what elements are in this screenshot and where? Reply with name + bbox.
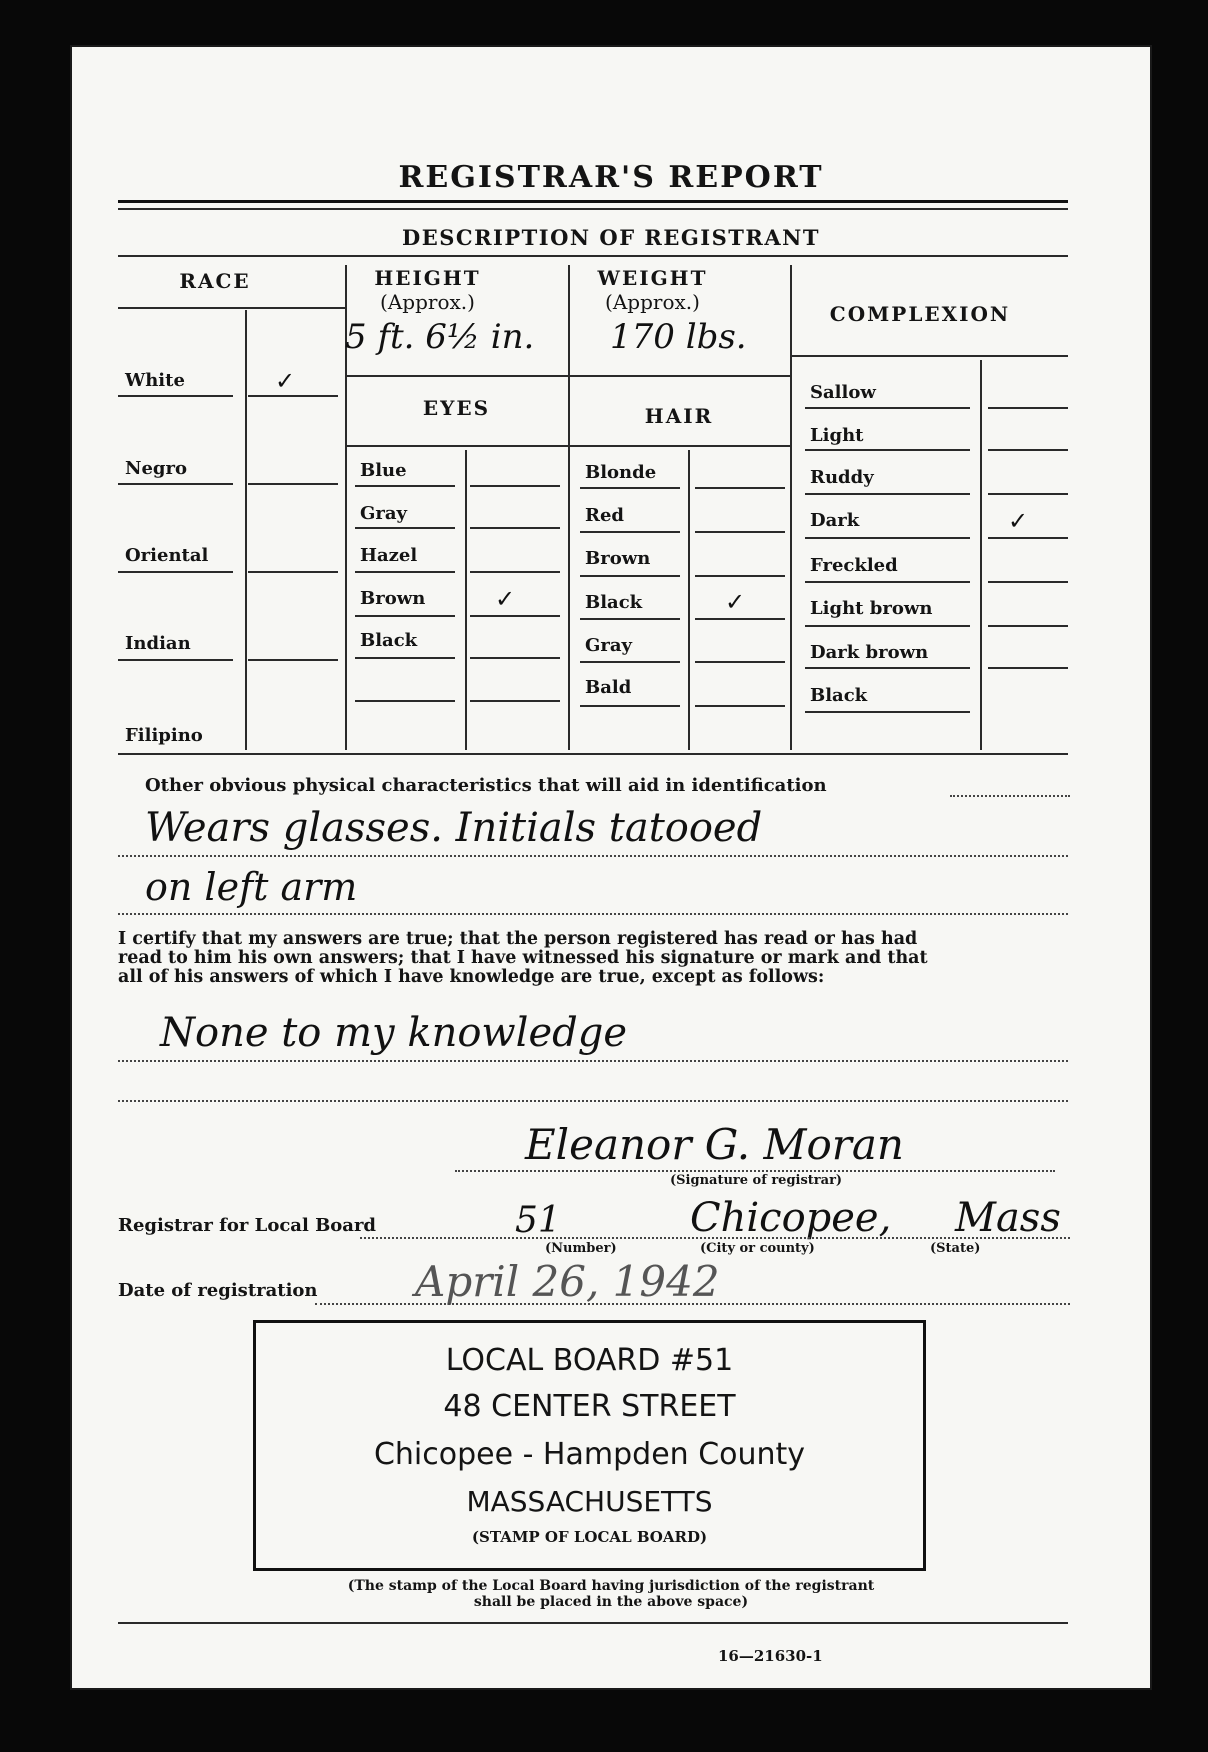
local-board-stamp: [253, 1320, 926, 1571]
weight-header: WEIGHT: [597, 266, 708, 290]
race-oriental-label: Oriental: [125, 545, 209, 566]
eyes-black-label: Black: [360, 630, 418, 651]
eyes-brown-check: ✓: [495, 585, 516, 613]
date-of-registration-label: Date of registration: [118, 1280, 318, 1301]
complexion-sallow-label: Sallow: [810, 382, 876, 403]
subtitle-rule: [118, 255, 1068, 257]
race-negro-label: Negro: [125, 458, 187, 479]
race-indian-label: Indian: [125, 633, 191, 654]
characteristics-line2: on left arm: [145, 865, 358, 909]
race-check-divider: [245, 310, 247, 750]
title-rule-2: [118, 208, 1068, 210]
city-caption: (City or county): [700, 1241, 815, 1256]
height-sub-header: (Approx.): [380, 290, 475, 314]
race-white-label: White: [125, 370, 185, 391]
complexion-header: COMPLEXION: [829, 302, 1011, 326]
complexion-check-divider: [980, 360, 982, 750]
footer-rule: [118, 1622, 1068, 1624]
race-header: RACE: [179, 269, 251, 293]
registration-date-value: April 26, 1942: [415, 1257, 720, 1306]
hair-bald-label: Bald: [585, 677, 632, 698]
complexion-dark-check: ✓: [1008, 507, 1029, 535]
hair-brown-label: Brown: [585, 548, 651, 569]
board-number-value: 51: [515, 1200, 561, 1241]
hair-check-divider: [688, 450, 690, 750]
stamp-line3: Chicopee - Hampden County: [373, 1437, 806, 1472]
complexion-ruddy-label: Ruddy: [810, 467, 874, 488]
hair-black-label: Black: [585, 592, 643, 613]
race-filipino-label: Filipino: [125, 725, 203, 746]
weight-sub-header: (Approx.): [605, 290, 700, 314]
hair-black-check: ✓: [725, 588, 746, 616]
eyes-gray-label: Gray: [360, 503, 407, 524]
eyes-brown-label: Brown: [360, 588, 426, 609]
eyes-blue-label: Blue: [360, 460, 407, 481]
exceptions-value: None to my knowledge: [160, 1010, 628, 1056]
hair-gray-label: Gray: [585, 635, 632, 656]
table-bottom-rule: [118, 753, 1068, 755]
other-characteristics-label: Other obvious physical characteristics that will aid in identification: [145, 775, 827, 796]
form-subtitle: DESCRIPTION OF REGISTRANT: [401, 225, 820, 250]
eyes-header: EYES: [422, 396, 491, 420]
height-header: HEIGHT: [374, 266, 481, 290]
characteristics-line1: Wears glasses. Initials tatooed: [145, 805, 763, 851]
stamp-line2: 48 CENTER STREET: [443, 1389, 736, 1424]
weight-complexion-divider: [790, 265, 792, 750]
hair-blonde-label: Blonde: [585, 462, 657, 483]
stamp-line4: MASSACHUSETTS: [466, 1485, 713, 1518]
title-rule: [118, 200, 1068, 203]
certify-line2: read to him his own answers; that I have witnessed his signature or mark and that: [118, 948, 928, 968]
complexion-dark-brown-label: Dark brown: [810, 642, 929, 663]
complexion-dark-label: Dark: [810, 510, 860, 531]
footer-note-line1: (The stamp of the Local Board having jurisdiction of the registrant: [347, 1578, 875, 1594]
weight-value: 170 lbs.: [610, 317, 747, 357]
certify-line1: I certify that my answers are true; that the person registered has read or has had: [118, 929, 918, 949]
stamp-caption: (STAMP OF LOCAL BOARD): [471, 1528, 708, 1546]
signature-caption: (Signature of registrar): [670, 1173, 843, 1188]
height-value: 5 ft. 6½ in.: [345, 317, 535, 357]
board-city-value: Chicopee,: [690, 1195, 892, 1241]
hair-red-label: Red: [585, 505, 624, 526]
board-state-value: Mass: [955, 1195, 1061, 1241]
eyes-hazel-label: Hazel: [360, 545, 418, 566]
certify-line3: all of his answers of which I have knowledge are true, except as follows:: [118, 967, 825, 987]
hair-header: HAIR: [644, 404, 714, 428]
stamp-line1: LOCAL BOARD #51: [445, 1343, 734, 1378]
height-weight-divider: [568, 265, 570, 750]
state-caption: (State): [930, 1241, 981, 1256]
complexion-light-brown-label: Light brown: [810, 598, 933, 619]
form-title: REGISTRAR'S REPORT: [398, 160, 824, 195]
registration-card: [70, 45, 1152, 1690]
complexion-freckled-label: Freckled: [810, 555, 898, 576]
race-white-check: ✓: [275, 367, 296, 395]
number-caption: (Number): [545, 1241, 617, 1256]
form-number: 16—21630-1: [718, 1647, 823, 1665]
eyes-check-divider: [465, 450, 467, 750]
registrar-for-label: Registrar for Local Board: [118, 1215, 377, 1236]
footer-note-line2: shall be placed in the above space): [473, 1594, 749, 1610]
registrar-signature: Eleanor G. Moran: [525, 1120, 904, 1169]
complexion-light-label: Light: [810, 425, 864, 446]
complexion-black-label: Black: [810, 685, 868, 706]
